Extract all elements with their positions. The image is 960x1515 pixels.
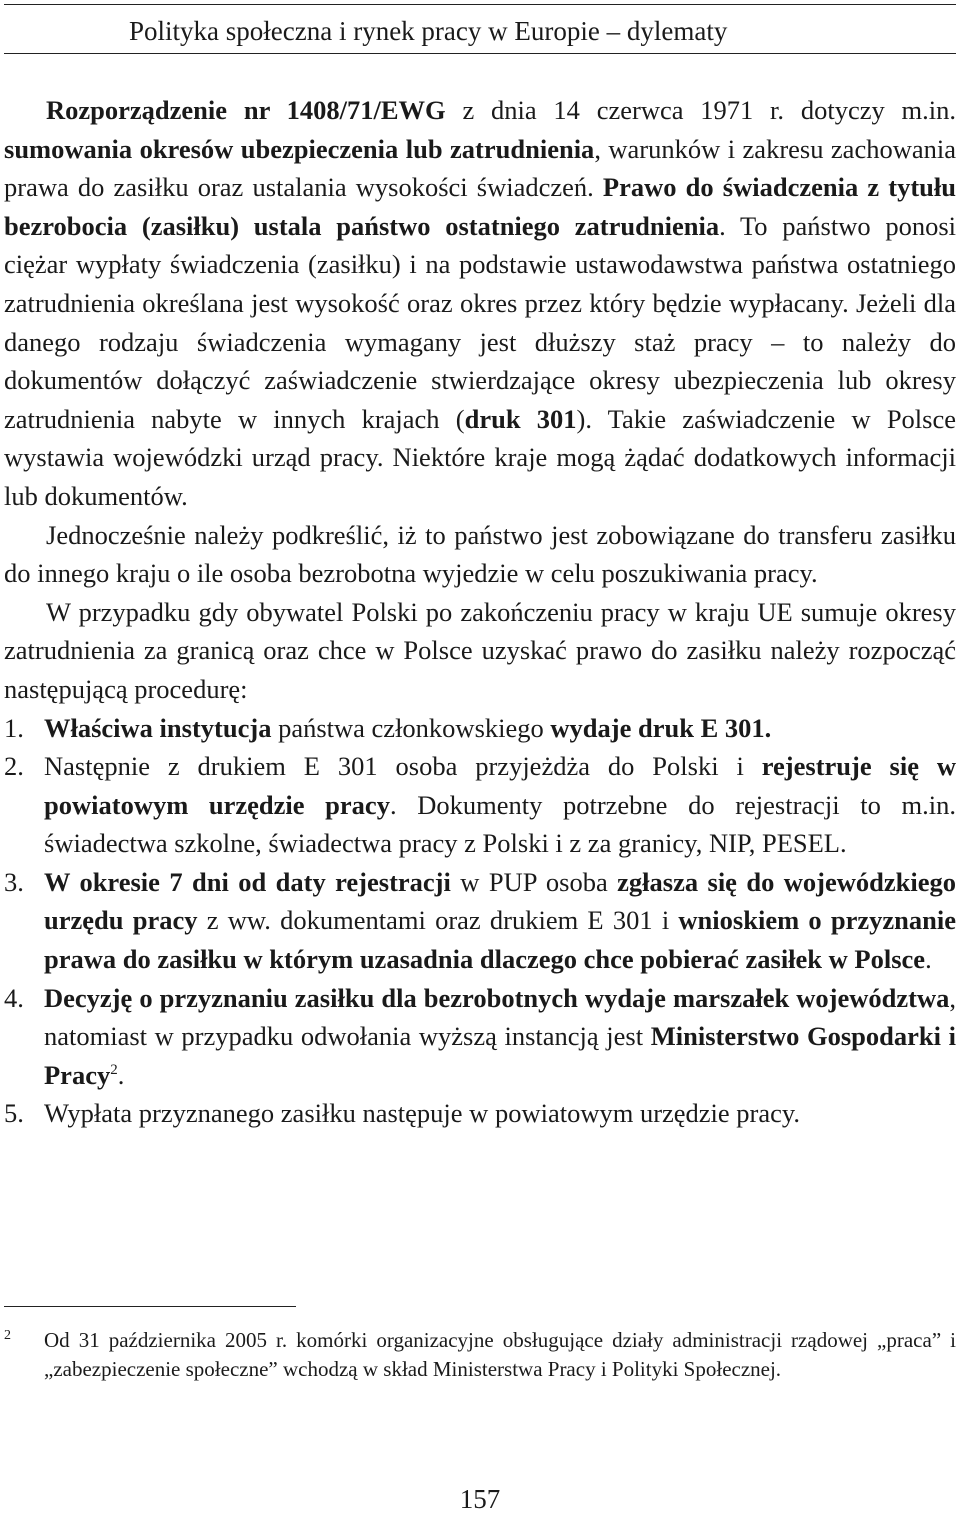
bold-text: zgłasza się do wojewódzkiego urzędu pracy bbox=[44, 866, 956, 936]
list-item bbox=[4, 863, 956, 979]
footnote-mark: 2 bbox=[4, 1328, 11, 1343]
list-item bbox=[4, 709, 956, 748]
text-segment: . bbox=[925, 944, 932, 975]
list-item bbox=[4, 979, 956, 1095]
bold-text: W okresie 7 dni od daty rejestracji bbox=[44, 866, 451, 897]
text-segment: Wypłata przyznanego zasiłku następuje w powiatowym urzędzie pracy. bbox=[44, 1098, 801, 1129]
footnote-divider bbox=[4, 1306, 296, 1307]
footnote-text: Od 31 października 2005 r. komórki organizacyjne obsługujące działy administracji rządowej „praca” i „zabezpieczenie społeczne” wchodzą w skład Ministerstwa Pracy i Polityki Społecznej. bbox=[44, 1328, 956, 1381]
paragraph-procedure-intro: W przypadku gdy obywatel Polski po zakończeniu pracy w kraju UE sumuje okresy zatrudnienia za granicą oraz chce w Polsce uzyskać prawo do zasiłku należy rozpocząć następującą procedurę: bbox=[4, 596, 956, 704]
procedure-list bbox=[4, 709, 956, 1134]
list-item bbox=[4, 1094, 956, 1133]
text-segment: ). Takie zaświadczenie w Polsce wystawia wojewódzki urząd pracy. Niektóre kraje mogą żądać dodatkowych informacji lub dokumentów. bbox=[4, 403, 957, 511]
bold-text: Właściwa instytucja bbox=[44, 712, 272, 743]
paragraph-regulation bbox=[4, 91, 956, 516]
bold-text: wnioskiem o przyznanie prawa do zasiłku w którym uzasadnia dlaczego chce pobierać zasiłek w Polsce bbox=[44, 905, 956, 975]
text-segment: państwa członkowskiego bbox=[271, 712, 551, 743]
list-number: 1. bbox=[4, 712, 24, 743]
bold-aggregation: sumowania okresów ubezpieczenia lub zatrudnienia bbox=[4, 133, 595, 164]
text-segment: . bbox=[117, 1059, 125, 1090]
text-segment: , warunków i zakresu zachowania prawa do zasiłku oraz ustalania wysokości świadczeń. bbox=[4, 133, 956, 203]
bold-text: rejestruje się w powiatowym urzędzie pracy bbox=[44, 751, 956, 820]
bold-text: Decyzję o przyznaniu zasiłku dla bezrobotnych wydaje marszałek województwa bbox=[44, 982, 950, 1013]
paragraph-transfer: Jednocześnie należy podkreślić, iż to państwo jest zobowiązane do transferu zasiłku do innego kraju o ile osoba bezrobotna wyjedzie w celu poszukiwania pracy. bbox=[4, 519, 956, 589]
bold-right-to-benefit: Prawo do świadczenia z tytułu bezrobocia (zasiłku) ustala państwo ostatniego zatrudnienia bbox=[4, 172, 956, 241]
bold-text: wydaje druk E 301. bbox=[550, 712, 772, 743]
list-number: 3. bbox=[4, 866, 24, 897]
running-header bbox=[4, 4, 956, 54]
text-segment: Następnie z drukiem E 301 osoba przyjeżdża do Polski i bbox=[44, 751, 762, 782]
footnote bbox=[4, 1326, 956, 1383]
text-segment: . To państwo ponosi ciężar wypłaty świadczenia (zasiłku) i na podstawie ustawodawstwa państwa ostatniego zatrudnienia określana jest wysokość oraz okres przez który będzie wypłacany. Jeżeli dla danego rodzaju świadczenia wymagany jest dłuższy staż pracy – to należy do dokumentów dołączyć zaświadczenie stwierdzające okresy ubezpieczenia lub okresy zatrudnienia nabyte w innych krajach ( bbox=[4, 210, 956, 434]
text-segment: w PUP osoba bbox=[450, 866, 618, 897]
list-number: 5. bbox=[4, 1098, 24, 1129]
text-segment: . Dokumenty potrzebne do rejestracji to m.in. świadectwa szkolne, świadectwa pracy z Polski i z za granicy, NIP, PESEL. bbox=[44, 789, 956, 859]
text-segment: , natomiast w przypadku odwołania wyższą instancją jest bbox=[44, 982, 956, 1052]
header-title: Polityka społeczna i rynek pracy w Europie – dylematy bbox=[129, 16, 728, 46]
list-item bbox=[4, 747, 956, 863]
bold-form-301: druk 301 bbox=[464, 403, 577, 434]
main-content bbox=[4, 91, 956, 1133]
footnote-reference[interactable]: 2 bbox=[110, 1062, 118, 1079]
list-number: 4. bbox=[4, 982, 24, 1013]
page-number: 157 bbox=[459, 1484, 501, 1514]
bold-regulation-name: Rozporządzenie nr 1408/71/EWG bbox=[46, 95, 446, 125]
text-segment: z dnia 14 czerwca 1971 r. dotyczy m.in. bbox=[445, 95, 956, 125]
text-segment: z ww. dokumentami oraz drukiem E 301 i bbox=[197, 905, 679, 936]
list-number: 2. bbox=[4, 751, 24, 782]
bold-text: Ministerstwo Gospodarki i Pracy bbox=[44, 1021, 956, 1090]
